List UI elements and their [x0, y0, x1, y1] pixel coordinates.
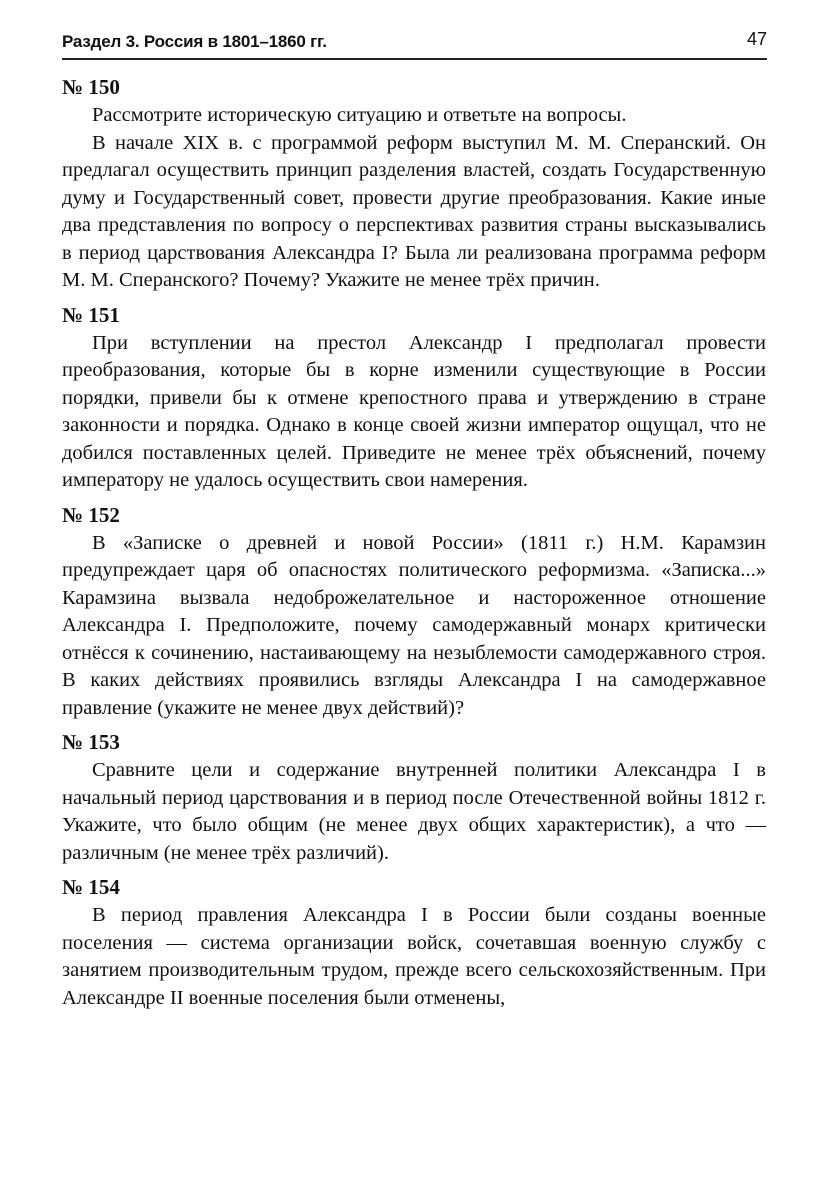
task-153 [62, 729, 766, 867]
task-number: № 151 [62, 302, 120, 327]
task-paragraph: В начале XIX в. с программой реформ выступил М. М. Сперанский. Он предлагал осуществить принцип разделения властей, создать Государственную думу и Государственный совет, провести другие преобразования. Какие иные два представления по вопросу о перспективах развития страны высказывались в период царствования Александра I? Была ли реализована программа реформ М. М. Сперанского? Почему? Укажите не менее трёх причин. [62, 131, 766, 291]
task-151 [62, 302, 766, 495]
section-title: Раздел 3. Россия в 1801–1860 гг. [62, 32, 327, 51]
task-paragraph: В период правления Александра I в России были созданы военные поселения — система организации войск, сочетавшая военную службу с занятием производительным трудом, прежде всего сельскохозяйственным. При Александре II военные поселения были отменены, [62, 904, 766, 1009]
task-152 [62, 502, 766, 723]
task-number: № 150 [62, 75, 120, 99]
task-paragraph: В «Записке о древней и новой России» (1811 г.) Н.М. Карамзин предупреждает царя об опасностях политического реформизма. «Записка...» Карамзина вызвала недоброжелательное и настороженное отношение Александра I. Предположите, почему самодержавный монарх критически отнёсся к сочинению, настаивающему на незыблемости самодержавного строя. В каких действиях проявились взгляды Александра I на самодержавное правление (укажите не менее двух действий)? [62, 531, 766, 719]
task-154 [62, 874, 766, 1012]
task-number: № 152 [62, 502, 120, 527]
task-paragraph: Сравните цели и содержание внутренней политики Александра I в начальный период царствования и в период после Отечественной войны 1812 г. Укажите, что было общим (не менее двух общих характеристик), а что — различным (не менее трёх различий). [62, 759, 766, 864]
task-150 [62, 74, 766, 295]
task-number: № 153 [62, 730, 120, 754]
page-number: 47 [746, 28, 767, 49]
page-content [62, 74, 766, 1012]
task-paragraph: Рассмотрите историческую ситуацию и ответьте на вопросы. [92, 104, 627, 126]
page-header [62, 26, 767, 60]
task-paragraph: При вступлении на престол Александр I предполагал провести преобразования, которые бы в корне изменили существующие в России порядки, привели бы к отмене крепостного права и утверждению в стране законности и порядка. Однако в конце своей жизни император ощущал, что не добился поставленных целей. Приведите не менее трёх объяснений, почему императору не удалось осуществить свои намерения. [62, 331, 766, 491]
task-number: № 154 [62, 875, 120, 899]
